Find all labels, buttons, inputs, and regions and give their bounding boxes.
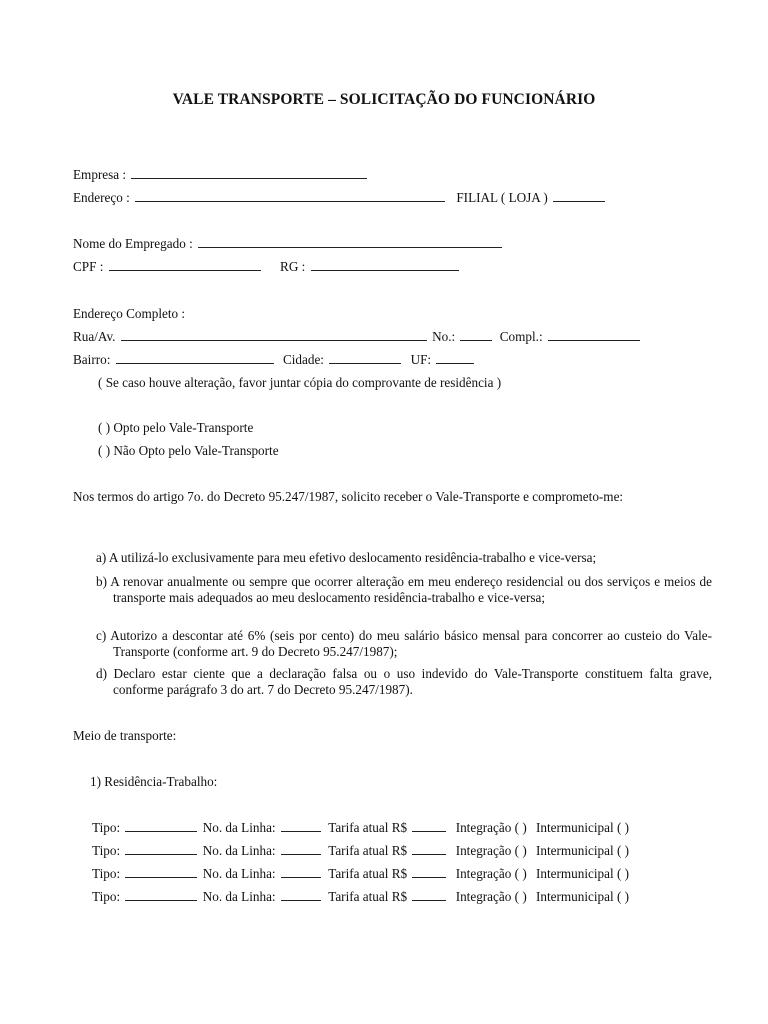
intermunicipal-checkbox[interactable]: Intermunicipal ( ) [536,820,630,835]
linha-label: No. da Linha: [202,889,276,904]
tipo-label: Tipo: [92,889,121,904]
cidade-label: Cidade: [282,352,324,367]
bairro-label: Bairro: [73,352,111,367]
commitment-item-c: c) Autorizo a descontar até 6% (seis por cento) do meu salário básico mensal para concorrer ao custeio do Vale-Transporte (conforme art. 9 do Decreto 95.247/1987); [96,628,712,659]
endereco-field[interactable] [135,189,445,202]
filial-label: FILIAL ( LOJA ) [456,190,548,205]
linha-field[interactable] [281,888,321,901]
rg-field[interactable] [311,258,459,271]
intermunicipal-checkbox[interactable]: Intermunicipal ( ) [536,889,630,904]
integracao-checkbox[interactable]: Integração ( ) [455,866,527,881]
integracao-checkbox[interactable]: Integração ( ) [455,820,527,835]
page-title: VALE TRANSPORTE – SOLICITAÇÃO DO FUNCIONÁRIO [172,91,596,108]
tipo-label: Tipo: [92,866,121,881]
empresa-label: Empresa : [73,167,127,182]
tarifa-field[interactable] [412,865,446,878]
integracao-checkbox[interactable]: Integração ( ) [455,889,527,904]
empresa-field[interactable] [131,166,367,179]
transport-row [92,842,629,859]
rua-line [73,328,642,345]
rua-label: Rua/Av. [73,329,116,344]
bairro-line [73,351,476,368]
intermunicipal-checkbox[interactable]: Intermunicipal ( ) [536,843,630,858]
cpf-rg-line [73,258,461,275]
residence-note: ( Se caso houve alteração, favor juntar cópia do comprovante de residência ) [98,375,502,390]
numero-label: No.: [432,329,456,344]
commitment-item-a: a) A utilizá-lo exclusivamente para meu efetivo deslocamento residência-trabalho e vice-versa; [96,550,597,565]
intro-paragraph: Nos termos do artigo 7o. do Decreto 95.247/1987, solicito receber o Vale-Transporte e comprometo-me: [73,489,624,504]
linha-label: No. da Linha: [202,866,276,881]
rua-field[interactable] [121,328,427,341]
integracao-checkbox[interactable]: Integração ( ) [455,843,527,858]
endereco-label: Endereço : [73,190,130,205]
transport-row [92,819,629,836]
compl-label: Compl.: [499,329,543,344]
tarifa-label: Tarifa atual R$ [328,843,408,858]
linha-field[interactable] [281,842,321,855]
endereco-line [73,189,607,206]
cpf-label: CPF : [73,259,104,274]
numero-field[interactable] [460,328,492,341]
tipo-label: Tipo: [92,820,121,835]
uf-label: UF: [410,352,432,367]
uf-field[interactable] [436,351,474,364]
filial-field[interactable] [553,189,605,202]
opto-checkbox[interactable]: ( ) Opto pelo Vale-Transporte [98,420,254,435]
nao-opto-checkbox[interactable]: ( ) Não Opto pelo Vale-Transporte [98,443,279,458]
tipo-field[interactable] [125,842,197,855]
commitment-item-b: b) A renovar anualmente ou sempre que ocorrer alteração em meu endereço residencial ou dos serviços e meios de transporte mais adequados ao meu deslocamento residência-trabalho e vice-versa; [96,574,712,605]
empresa-line [73,166,369,183]
nome-field[interactable] [198,235,502,248]
commitment-item-d: d) Declaro estar ciente que a declaração falsa ou o uso indevido do Vale-Transporte constituem falta grave, conforme parágrafo 3 do art. 7 do Decreto 95.247/1987). [96,666,712,697]
tipo-field[interactable] [125,888,197,901]
intermunicipal-checkbox[interactable]: Intermunicipal ( ) [536,866,630,881]
linha-label: No. da Linha: [202,843,276,858]
tarifa-label: Tarifa atual R$ [328,866,408,881]
residencia-trabalho-heading: 1) Residência-Trabalho: [90,774,218,789]
transport-row [92,888,629,905]
rg-label: RG : [280,259,306,274]
tipo-field[interactable] [125,819,197,832]
tarifa-label: Tarifa atual R$ [328,820,408,835]
cidade-field[interactable] [329,351,401,364]
linha-field[interactable] [281,865,321,878]
nome-line [73,235,504,252]
endereco-completo-heading: Endereço Completo : [73,306,186,321]
tarifa-field[interactable] [412,819,446,832]
tarifa-field[interactable] [412,842,446,855]
tipo-field[interactable] [125,865,197,878]
tarifa-label: Tarifa atual R$ [328,889,408,904]
tarifa-field[interactable] [412,888,446,901]
meio-transporte-heading: Meio de transporte: [73,728,177,743]
cpf-field[interactable] [109,258,261,271]
tipo-label: Tipo: [92,843,121,858]
compl-field[interactable] [548,328,640,341]
linha-label: No. da Linha: [202,820,276,835]
bairro-field[interactable] [116,351,274,364]
nome-label: Nome do Empregado : [73,236,193,251]
linha-field[interactable] [281,819,321,832]
transport-row [92,865,629,882]
